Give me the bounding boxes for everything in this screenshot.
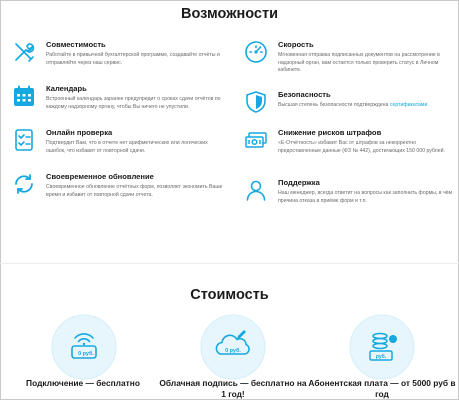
pricing-label-subscription: Абонентская плата — от 5000 руб в год: [308, 378, 456, 399]
certificates-link[interactable]: сертификатами.: [389, 102, 429, 108]
badge-text: 0 руб.: [225, 348, 241, 354]
wrench-screwdriver-icon: [12, 40, 36, 64]
banknotes-icon: [244, 128, 268, 152]
section-divider: [0, 263, 459, 264]
checklist-icon: [12, 128, 36, 152]
feature-title: Снижение рисков штрафов: [278, 128, 382, 137]
user-icon: [244, 178, 268, 202]
feature-description: [278, 102, 456, 110]
feature-description: Своевременное обновление отчётных форм, позволяет экономить Ваше время и избавит от повторной сдачи отчета.: [46, 184, 223, 198]
calendar-icon: [12, 84, 36, 108]
cloud-pen-icon: [200, 314, 266, 380]
shield-icon: [244, 90, 268, 114]
refresh-icon: [12, 172, 36, 196]
features-title: Возможности: [181, 6, 278, 22]
feature-title: Календарь: [46, 84, 87, 93]
feature-title: Своевременное обновление: [46, 172, 154, 181]
feature-title: Безопасность: [278, 90, 331, 99]
feature-description: Наш менеджер, всегда ответит на вопросы как заполнить формы, в чём причина отказа в приёме форм и т.п.: [278, 190, 453, 204]
feature-description: Мгновенная отправка подписанных документов на рассмотрение в надзорный орган, вам остается только проверить статус в Личном кабинете.: [278, 52, 440, 74]
feature-title: Совместимость: [46, 40, 106, 49]
feature-description: Подтвердит Вам, что в отчете нет арифметических или логических ошибок, что избавит от повторной сдачи.: [46, 140, 208, 154]
pricing-label-connection: Подключение — бесплатно: [26, 378, 140, 388]
pricing-title: Стоимость: [190, 287, 269, 303]
feature-description: Работайте в привычной бухгалтерской программе, создавайте отчёты и отправляйте через наш сервис.: [46, 52, 220, 66]
badge-text: 0 руб.: [78, 351, 94, 357]
badge-text: руб.: [375, 354, 387, 360]
speedometer-icon: [244, 40, 268, 64]
feature-title: Онлайн проверка: [46, 128, 113, 137]
security-text: Высшая степень безопасности подтверждена: [278, 102, 389, 108]
pricing-label-cloud-signature: Облачная подпись — бесплатно на 1 год!: [159, 378, 307, 399]
feature-description: «Е-Отчётность» избавит Вас от штрафов за некорректно предоставленные данные (ФЗ № 442), достигающих 150 000 рублей.: [278, 140, 445, 154]
feature-description: Встроенный календарь заранее предупредит о сроках сдачи отчётов по каждому надзорному органу, чтобы Вы ничего не упустили.: [46, 96, 221, 110]
feature-title: Поддержка: [278, 178, 320, 187]
feature-title: Скорость: [278, 40, 314, 49]
coins-icon: [349, 314, 415, 380]
wifi-card-icon: [51, 314, 117, 380]
